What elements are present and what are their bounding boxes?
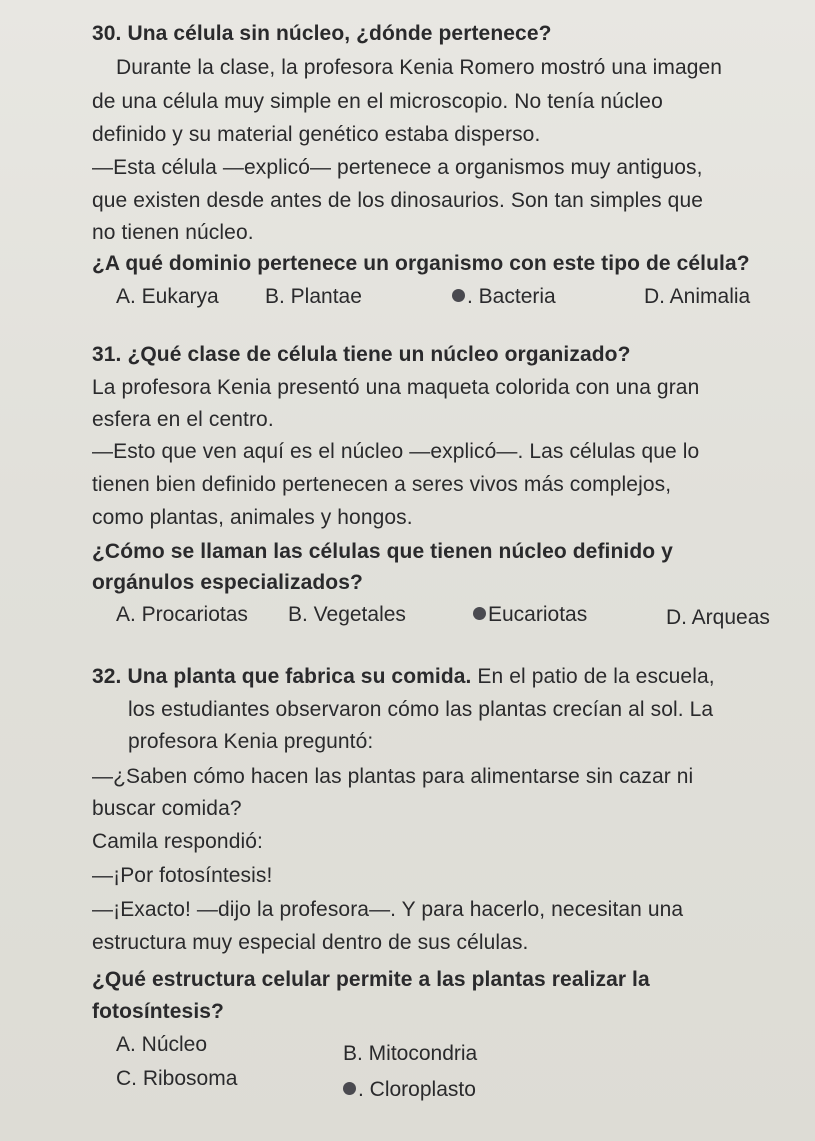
q31-option-c-label: Eucariotas	[488, 603, 588, 626]
q32-option-a[interactable]: A. Núcleo	[116, 1033, 208, 1056]
q31-text-line: —Esto que ven aquí es el núcleo —explicó—. Las células que lo	[92, 440, 700, 463]
q30-option-b[interactable]: B. Plantae	[265, 285, 362, 308]
q32-option-b[interactable]: B. Mitocondria	[343, 1042, 478, 1065]
q30-text-line: —Esta célula —explicó— pertenece a organismos muy antiguos,	[92, 156, 703, 179]
q31-title: ¿Qué clase de célula tiene un núcleo organizado?	[127, 343, 631, 366]
q31-heading	[92, 342, 631, 368]
q30-title: Una célula sin núcleo, ¿dónde pertenece?	[127, 22, 552, 45]
q30-option-a[interactable]: A. Eukarya	[116, 285, 219, 308]
q31-option-c[interactable]	[473, 602, 587, 628]
q32-text-line: profesora Kenia preguntó:	[128, 730, 374, 753]
q32-text-line: —¿Saben cómo hacen las plantas para alimentarse sin cazar ni	[92, 765, 694, 788]
q31-option-a[interactable]: A. Procariotas	[116, 603, 248, 626]
q31-text-line: La profesora Kenia presentó una maqueta colorida con una gran	[92, 376, 700, 399]
q31-option-d[interactable]: D. Arqueas	[666, 606, 770, 629]
q32-number: 32.	[92, 665, 122, 688]
q32-heading	[92, 664, 715, 690]
q30-text-line: de una célula muy simple en el microscopio. No tenía núcleo	[92, 90, 663, 113]
q32-text-line: —¡Exacto! —dijo la profesora—. Y para hacerlo, necesitan una	[92, 898, 684, 921]
q32-title: Una planta que fabrica su comida.	[127, 665, 472, 688]
q31-question-line: orgánulos especializados?	[92, 571, 363, 594]
answer-mark-icon	[452, 289, 465, 302]
q32-text-line: los estudiantes observaron cómo las plantas crecían al sol. La	[128, 698, 714, 721]
q31-option-b[interactable]: B. Vegetales	[288, 603, 406, 626]
q30-text-line: Durante la clase, la profesora Kenia Romero mostró una imagen	[116, 56, 723, 79]
q32-option-c[interactable]: C. Ribosoma	[116, 1067, 238, 1090]
q32-question-line: ¿Qué estructura celular permite a las plantas realizar la	[92, 968, 650, 991]
q32-text-line: Camila respondió:	[92, 830, 263, 853]
q31-question-line: ¿Cómo se llaman las células que tienen núcleo definido y	[92, 540, 673, 563]
q32-option-d-label: . Cloroplasto	[358, 1078, 476, 1101]
q30-heading	[92, 21, 552, 47]
answer-mark-icon	[473, 607, 486, 620]
q31-text-line: esfera en el centro.	[92, 408, 274, 431]
q30-text-line: definido y su material genético estaba disperso.	[92, 123, 541, 146]
q30-option-c[interactable]	[452, 284, 556, 310]
q32-text-line: estructura muy especial dentro de sus células.	[92, 931, 529, 954]
q31-text-line: como plantas, animales y hongos.	[92, 506, 413, 529]
q30-question: ¿A qué dominio pertenece un organismo con este tipo de célula?	[92, 252, 750, 275]
q30-text-line: que existen desde antes de los dinosaurios. Son tan simples que	[92, 189, 704, 212]
q30-text-line: no tienen núcleo.	[92, 221, 254, 244]
q31-number: 31.	[92, 343, 122, 366]
q30-option-c-label: . Bacteria	[467, 285, 556, 308]
q30-option-d[interactable]: D. Animalia	[644, 285, 751, 308]
q32-text-line: buscar comida?	[92, 797, 242, 820]
q32-title-rest: En el patio de la escuela,	[471, 665, 715, 688]
q30-number: 30.	[92, 22, 122, 45]
q32-question-line: fotosíntesis?	[92, 1000, 224, 1023]
q32-option-d[interactable]	[343, 1077, 476, 1103]
answer-mark-icon	[343, 1082, 356, 1095]
q31-text-line: tienen bien definido pertenecen a seres vivos más complejos,	[92, 473, 672, 496]
q32-text-line: —¡Por fotosíntesis!	[92, 864, 273, 887]
